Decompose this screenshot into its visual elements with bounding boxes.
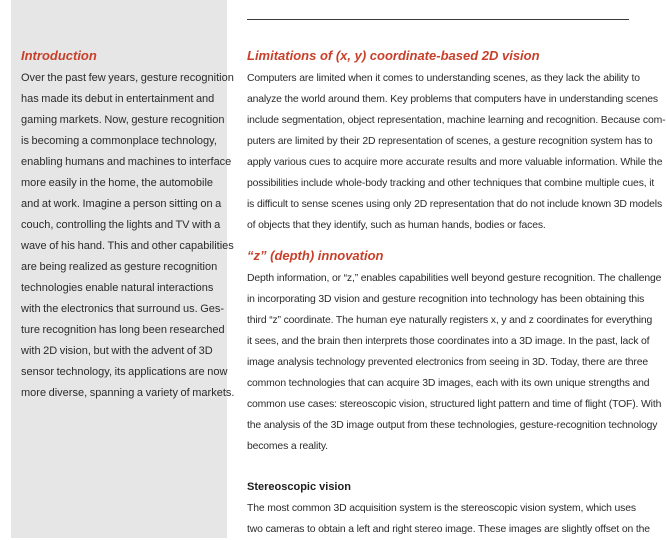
main-column [247,48,666,540]
text-line: enabling humans and machines to interface [21,156,232,168]
introduction-section [21,48,235,404]
text-line: common use cases: stereoscopic vision, structured light pattern and time of flight (TOF). With [247,399,662,410]
text-line: more diverse, spanning a variety of markets. [21,387,235,399]
text-line: include segmentation, object representation, machine learning and recognition. Because com- [247,115,666,126]
stereoscopic-text [247,498,650,540]
stereoscopic-section [247,479,650,540]
text-line: Over the past few years, gesture recognition [21,72,234,84]
text-line: couch, controlling the lights and TV with a [21,219,221,231]
text-line: the analysis of the 3D image output from these technologies, gesture-recognition technology [247,420,658,431]
text-line: and at work. Imagine a person sitting on a [21,198,222,210]
text-line: ture recognition has long been researched [21,324,225,336]
text-line: possibilities include whole-body tracking and other techniques that combine multiple cues, it [247,178,655,189]
text-line: is difficult to sense scenes using only 2D representation that do not include known 3D models [247,199,663,210]
text-line: analyze the world around them. Key problems that computers have in understanding scenes [247,94,658,105]
text-line: with the electronics that surround us. Ges- [21,303,225,315]
text-line: The most common 3D acquisition system is the stereoscopic vision system, which uses [247,503,636,514]
introduction-text [21,68,235,404]
top-divider [247,19,629,20]
limitations-section [247,48,666,236]
text-line: is becoming a commonplace technology, [21,135,217,147]
text-line: image analysis technology prevented electronics from seeing in 3D. Today, there are three [247,357,648,368]
stereoscopic-heading: Stereoscopic vision [247,481,351,493]
text-line: Depth information, or “z,” enables capabilities well beyond gesture recognition. The challenge [247,273,662,284]
text-line: in incorporating 3D vision and gesture recognition into technology has been obtaining this [247,294,645,305]
text-line: sensor technology, its applications are now [21,366,228,378]
text-line: has made its debut in entertainment and [21,93,215,105]
text-line: of objects that they identify, such as human hands, bodies or faces. [247,220,546,231]
text-line: with 2D vision, but with the advent of 3D [21,345,213,357]
depth-innovation-section [247,248,662,457]
text-line: apply various cues to acquire more accurate results and more valuable information. While the [247,157,663,168]
text-line: gaming markets. Now, gesture recognition [21,114,225,126]
text-line: third “z” coordinate. The human eye naturally registers x, y and z coordinates for everything [247,315,653,326]
text-line: common technologies that can acquire 3D images, each with its own unique strengths and [247,378,650,389]
limitations-text [247,68,666,236]
depth-innovation-text [247,268,662,457]
text-line: puters are limited by their 2D representation of scenes, a gesture recognition system has to [247,136,653,147]
introduction-heading: Introduction [21,48,97,63]
text-line: more easily in the home, the automobile [21,177,214,189]
text-line: Computers are limited when it comes to understanding scenes, as they lack the ability to [247,73,640,84]
text-line: becomes a reality. [247,441,328,452]
depth-innovation-heading: “z” (depth) innovation [247,248,384,263]
text-line: two cameras to obtain a left and right stereo image. These images are slightly offset on the [247,524,650,535]
text-line: wave of his hand. This and other capabilities [21,240,234,252]
text-line: are being realized as gesture recognition [21,261,218,273]
limitations-heading: Limitations of (x, y) coordinate-based 2D vision [247,48,540,63]
sidebar-panel [11,0,235,538]
text-line: it sees, and the brain then interprets those coordinates into a 3D image. In the past, lack of [247,336,650,347]
text-line: technologies enable natural interactions [21,282,214,294]
